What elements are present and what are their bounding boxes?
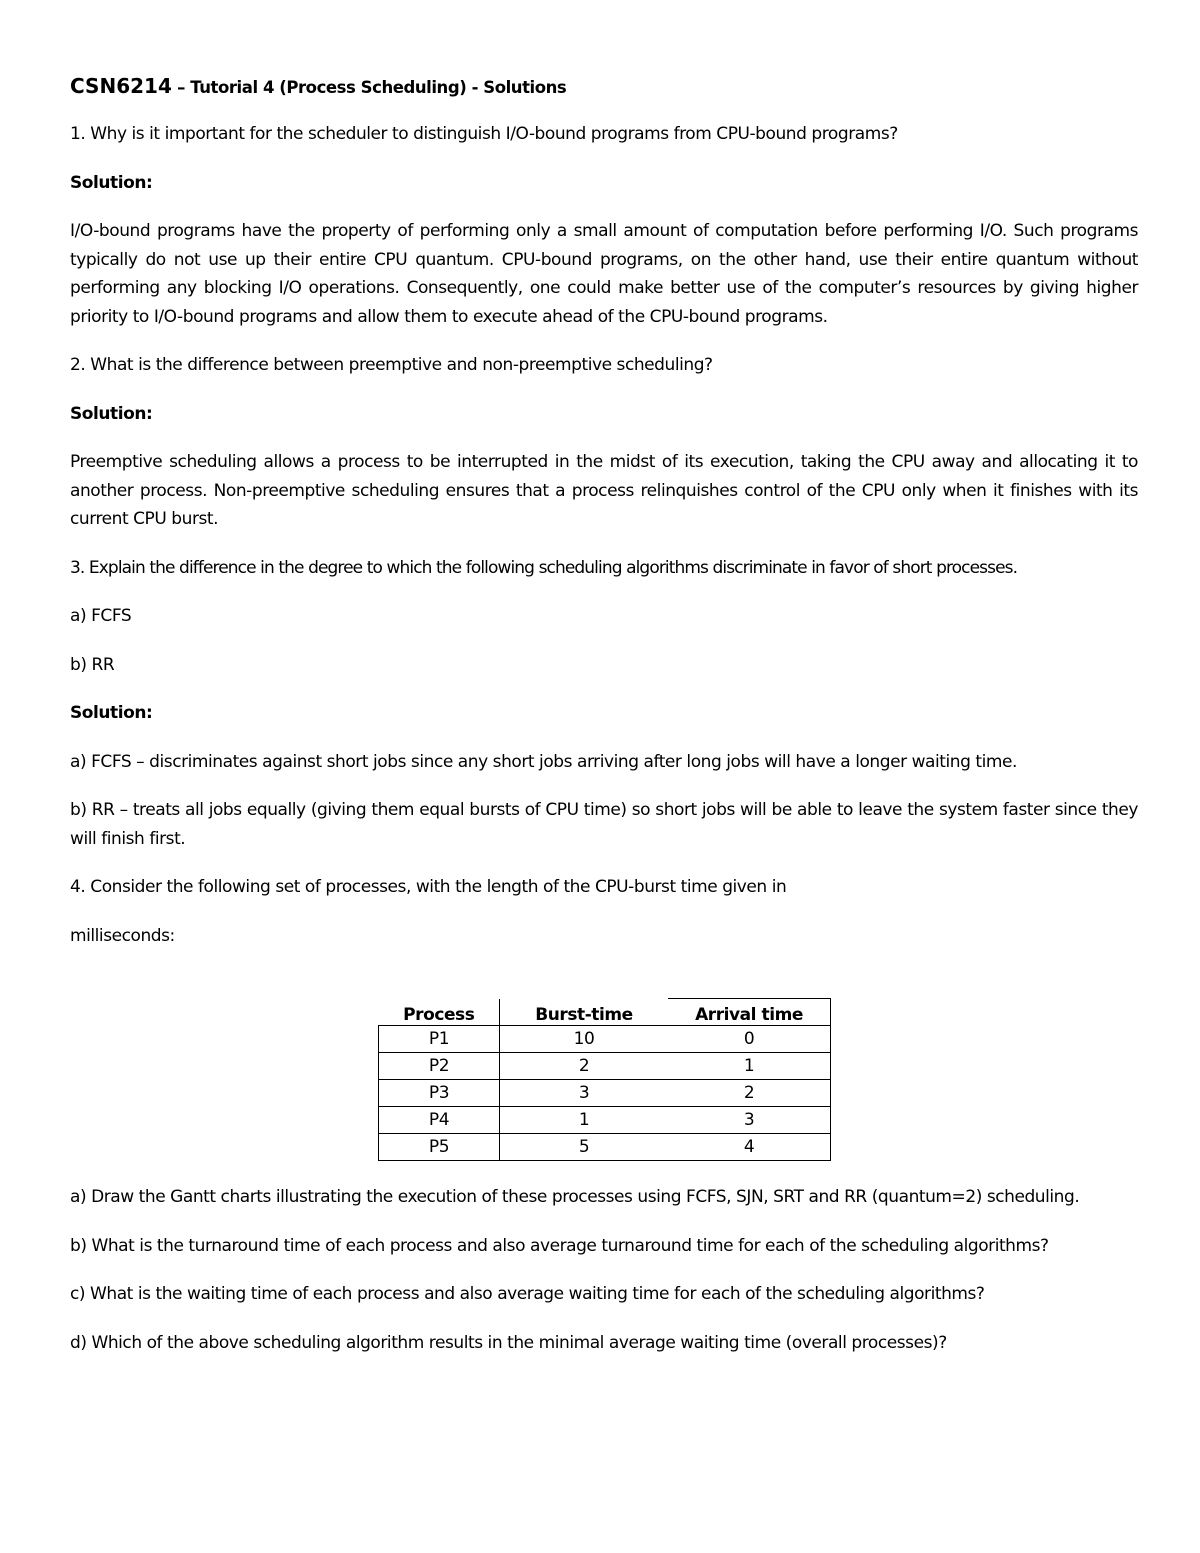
q4-part-b: b) What is the turnaround time of each process and also average turnaround time for each of the scheduling algorithms? <box>70 1235 1049 1256</box>
cell-burst-time: 3 <box>500 1080 669 1107</box>
cell-arrival-time: 1 <box>668 1053 831 1080</box>
q2-answer: Preemptive scheduling allows a process to be interrupted in the midst of its execution, taking the CPU away and allocating it to another process. Non-preemptive scheduling ensures that a process relinquishes control of the CPU only when it finishes with its current CPU burst. <box>70 452 1138 529</box>
header-burst-time: Burst-time <box>500 999 669 1026</box>
process-table <box>378 998 831 1161</box>
cell-process: P5 <box>379 1134 500 1161</box>
q1-answer: I/O-bound programs have the property of performing only a small amount of computation before performing I/O. Such programs typically do not use up their entire CPU quantum. CPU-bound programs, on the other hand, use their entire quantum without performing any blocking I/O operations. Consequently, one could make better use of the computer’s resources by giving higher priority to I/O-bound programs and allow them to execute ahead of the CPU-bound programs. <box>70 221 1138 327</box>
question-4-intro-line2: milliseconds: <box>70 925 175 946</box>
table-row <box>379 1107 831 1134</box>
cell-arrival-time: 3 <box>668 1107 831 1134</box>
cell-burst-time: 5 <box>500 1134 669 1161</box>
q3-option-b: b) RR <box>70 654 115 675</box>
q3-solution-label: Solution: <box>70 703 153 723</box>
q3-option-a: a) FCFS <box>70 606 132 626</box>
q1-solution-label: Solution: <box>70 172 153 193</box>
table-row <box>379 1080 831 1107</box>
cell-process: P2 <box>379 1053 500 1080</box>
cell-burst-time: 10 <box>500 1026 669 1053</box>
cell-process: P1 <box>379 1026 500 1053</box>
document-title <box>70 72 1138 102</box>
document-page <box>70 72 1138 1377</box>
q4-part-a: a) Draw the Gantt charts illustrating the execution of these processes using FCFS, SJN, SRT and RR (quantum=2) scheduling. <box>70 1187 1080 1207</box>
cell-arrival-time: 0 <box>668 1026 831 1053</box>
course-code: CSN6214 <box>70 74 172 98</box>
title-rest: – Tutorial 4 (Process Scheduling) - Solutions <box>171 78 567 97</box>
process-table-header-row <box>379 999 831 1026</box>
table-row <box>379 1134 831 1161</box>
cell-burst-time: 1 <box>500 1107 669 1134</box>
question-4-intro-line1: 4. Consider the following set of processes, with the length of the CPU-burst time given in <box>70 877 787 897</box>
cell-arrival-time: 2 <box>668 1080 831 1107</box>
cell-process: P4 <box>379 1107 500 1134</box>
cell-burst-time: 2 <box>500 1053 669 1080</box>
q4-part-d: d) Which of the above scheduling algorithm results in the minimal average waiting time (overall processes)? <box>70 1332 947 1353</box>
q4-part-c: c) What is the waiting time of each process and also average waiting time for each of the scheduling algorithms? <box>70 1284 985 1304</box>
cell-arrival-time: 4 <box>668 1134 831 1161</box>
q3-answer-a: a) FCFS – discriminates against short jobs since any short jobs arriving after long jobs will have a longer waiting time. <box>70 751 1017 772</box>
question-2: 2. What is the difference between preemptive and non-preemptive scheduling? <box>70 355 713 375</box>
table-row <box>379 1026 831 1053</box>
q2-solution-label: Solution: <box>70 403 153 424</box>
question-1: 1. Why is it important for the scheduler to distinguish I/O-bound programs from CPU-bound programs? <box>70 124 898 144</box>
cell-process: P3 <box>379 1080 500 1107</box>
table-row <box>379 1053 831 1080</box>
q3-answer-b: b) RR – treats all jobs equally (giving them equal bursts of CPU time) so short jobs will be able to leave the system faster since they will finish first. <box>70 800 1138 849</box>
header-arrival-time: Arrival time <box>668 999 831 1026</box>
question-3: 3. Explain the difference in the degree to which the following scheduling algorithms discriminate in favor of short processes. <box>70 557 1018 578</box>
header-process: Process <box>379 999 500 1026</box>
